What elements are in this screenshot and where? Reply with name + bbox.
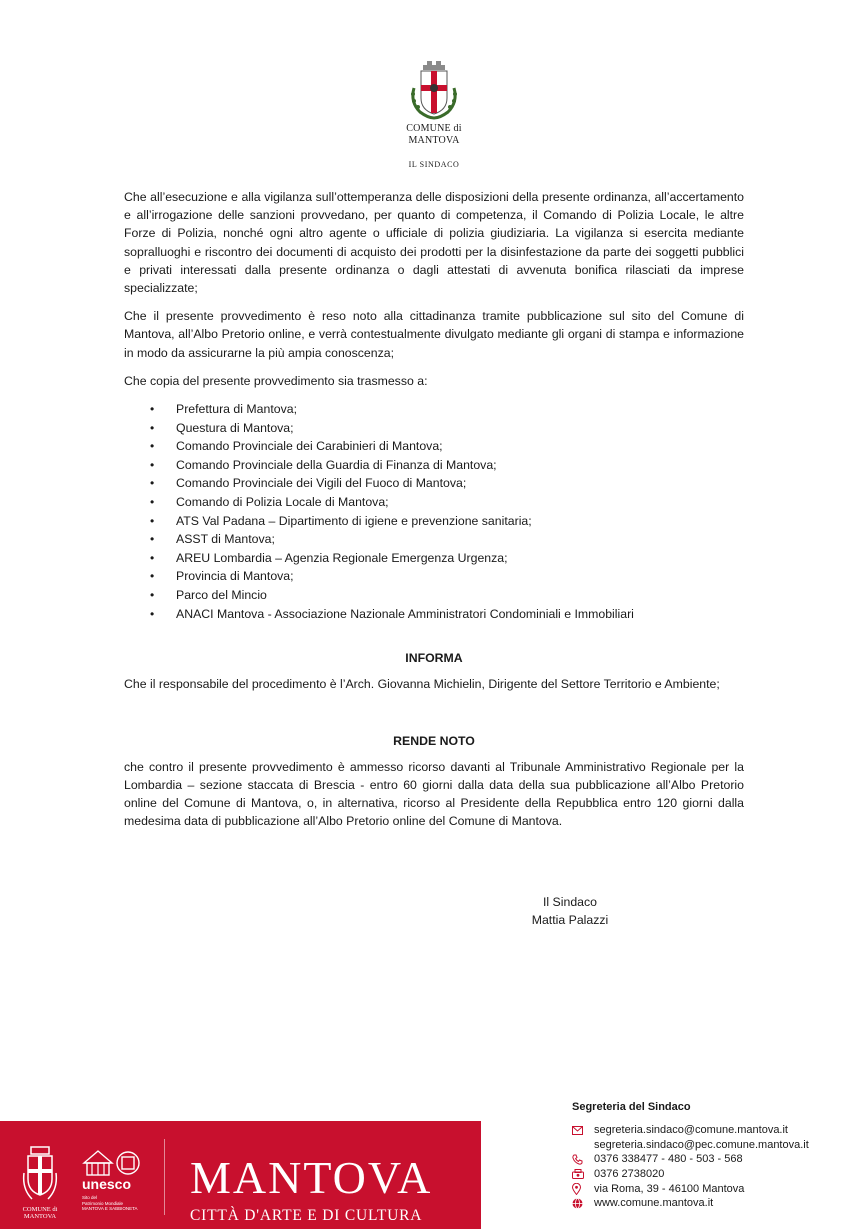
- city-wordmark: MANTOVA: [190, 1152, 433, 1203]
- comune-name-line1: COMUNE di: [406, 123, 462, 134]
- signature-name: Mattia Palazzi: [531, 913, 609, 927]
- unesco-wordmark: unesco: [82, 1176, 132, 1192]
- office-title: IL SINDACO: [408, 160, 460, 169]
- list-item: • Comando Provinciale dei Carabinieri di Mantova;: [124, 437, 744, 456]
- section-title-rende-noto: RENDE NOTO: [393, 733, 475, 748]
- contact-email[interactable]: segreteria.sindaco@comune.mantova.it: [594, 1124, 788, 1137]
- contact-row: [572, 1167, 862, 1182]
- contact-website[interactable]: www.comune.mantova.it: [594, 1197, 714, 1210]
- list-item: • Comando Provinciale della Guardia di Finanza di Mantova;: [124, 456, 744, 475]
- contact-row: [572, 1152, 862, 1167]
- fax-icon: [572, 1169, 594, 1179]
- signature-role: Il Sindaco: [542, 895, 597, 909]
- globe-icon: [572, 1198, 594, 1209]
- comune-name-line2: MANTOVA: [408, 135, 460, 146]
- footer-comune-name: [18, 1207, 62, 1220]
- unesco-sub-line1: Sito del: [82, 1195, 98, 1200]
- paragraph-publication: Che il presente provvedimento è reso noto alla cittadinanza tramite pubblicazione sul sito del Comune di Mantova, all’Albo Pretorio online, e verrà contestualmente divulgato mediante gli organi di stampa e informazione in modo da assicurarne la più ampia conoscenza;: [124, 309, 744, 360]
- coat-of-arms-icon: [22, 1145, 58, 1205]
- contacts-title: Segreteria del Sindaco: [572, 1101, 691, 1113]
- contact-pec[interactable]: segreteria.sindaco@pec.comune.mantova.it: [594, 1138, 809, 1151]
- list-item: • ANACI Mantova - Associazione Nazionale Amministratori Condominiali e Immobiliari: [124, 605, 744, 624]
- list-item: • ASST di Mantova;: [124, 530, 744, 549]
- contacts-block: [572, 1100, 862, 1211]
- divider: [164, 1139, 165, 1215]
- coat-of-arms-icon: [406, 58, 462, 122]
- contact-phone[interactable]: 0376 338477 - 480 - 503 - 568: [594, 1153, 743, 1166]
- footer-comune-line2: MANTOVA: [23, 1212, 57, 1220]
- list-item: • ATS Val Padana – Dipartimento di igiene e prevenzione sanitaria;: [124, 512, 744, 531]
- recipients-list: [124, 400, 744, 623]
- list-item: • Provincia di Mantova;: [124, 567, 744, 586]
- paragraph-vigilance: Che all’esecuzione e alla vigilanza sull’ottemperanza delle disposizioni della presente ordinanza, all’accertamento e all’irrogazione delle sanzioni provvedano, per quanto di competenza, il Comando di Polizia Locale, le altre Forze di Polizia, nonché ogni altro agente o ufficiale di polizia giudiziaria. La vigilanza si esercita mediante sopralluoghi e riscontro dei documenti di acquisto dei prodotti per la disinfestazione da parte dei soggetti pubblici e privati interessati dalla presente ordinanza o dagli attestati di avvenuta bonifica rilasciati da imprese specializzate;: [124, 190, 744, 296]
- list-item: • AREU Lombardia – Agenzia Regionale Emergenza Urgenza;: [124, 549, 744, 568]
- footer-comune-line1: COMUNE di: [22, 1206, 58, 1213]
- list-item: • Comando di Polizia Locale di Mantova;: [124, 493, 744, 512]
- document-body: [124, 188, 744, 841]
- list-item: • Parco del Mincio: [124, 586, 744, 605]
- contact-fax[interactable]: 0376 2738020: [594, 1168, 665, 1181]
- phone-icon: [572, 1154, 594, 1165]
- signature-block: [470, 893, 670, 929]
- paragraph-informa: Che il responsabile del procedimento è l’Arch. Giovanna Michielin, Dirigente del Settore Territorio e Ambiente;: [124, 677, 720, 692]
- contact-row: [572, 1181, 862, 1196]
- list-item: • Questura di Mantova;: [124, 419, 744, 438]
- mail-icon: [572, 1126, 594, 1135]
- list-item: • Comando Provinciale dei Vigili del Fuoco di Mantova;: [124, 474, 744, 493]
- location-pin-icon: [572, 1183, 594, 1195]
- unesco-sub-line2: Patrimonio Mondiale: [82, 1200, 124, 1206]
- contact-row: [572, 1138, 862, 1153]
- list-item: • Prefettura di Mantova;: [124, 400, 744, 419]
- city-tagline: CITTÀ D'ARTE E DI CULTURA: [190, 1207, 423, 1224]
- letterhead: [0, 58, 868, 169]
- unesco-sub-line3: MANTOVA E SABBIONETA: [82, 1206, 138, 1211]
- paragraph-rende-noto: che contro il presente provvedimento è ammesso ricorso davanti al Tribunale Amministrativo Regionale per la Lombardia – sezione staccata di Brescia - entro 60 giorni dalla data della sua pubblicazione all’Albo Pretorio online del Comune di Mantova, o, in alternativa, ricorso al Presidente della Repubblica entro 120 giorni dalla medesima data di pubblicazione all’Albo Pretorio online del Comune di Mantova.: [124, 759, 744, 829]
- unesco-subtitle: [82, 1195, 152, 1212]
- contact-row: [572, 1123, 862, 1138]
- section-title-informa: INFORMA: [405, 651, 463, 666]
- contact-address: via Roma, 39 - 46100 Mantova: [594, 1182, 745, 1195]
- paragraph-recipients-intro: Che copia del presente provvedimento sia trasmesso a:: [124, 373, 428, 388]
- footer-band: [0, 1121, 481, 1229]
- contact-row: [572, 1196, 862, 1211]
